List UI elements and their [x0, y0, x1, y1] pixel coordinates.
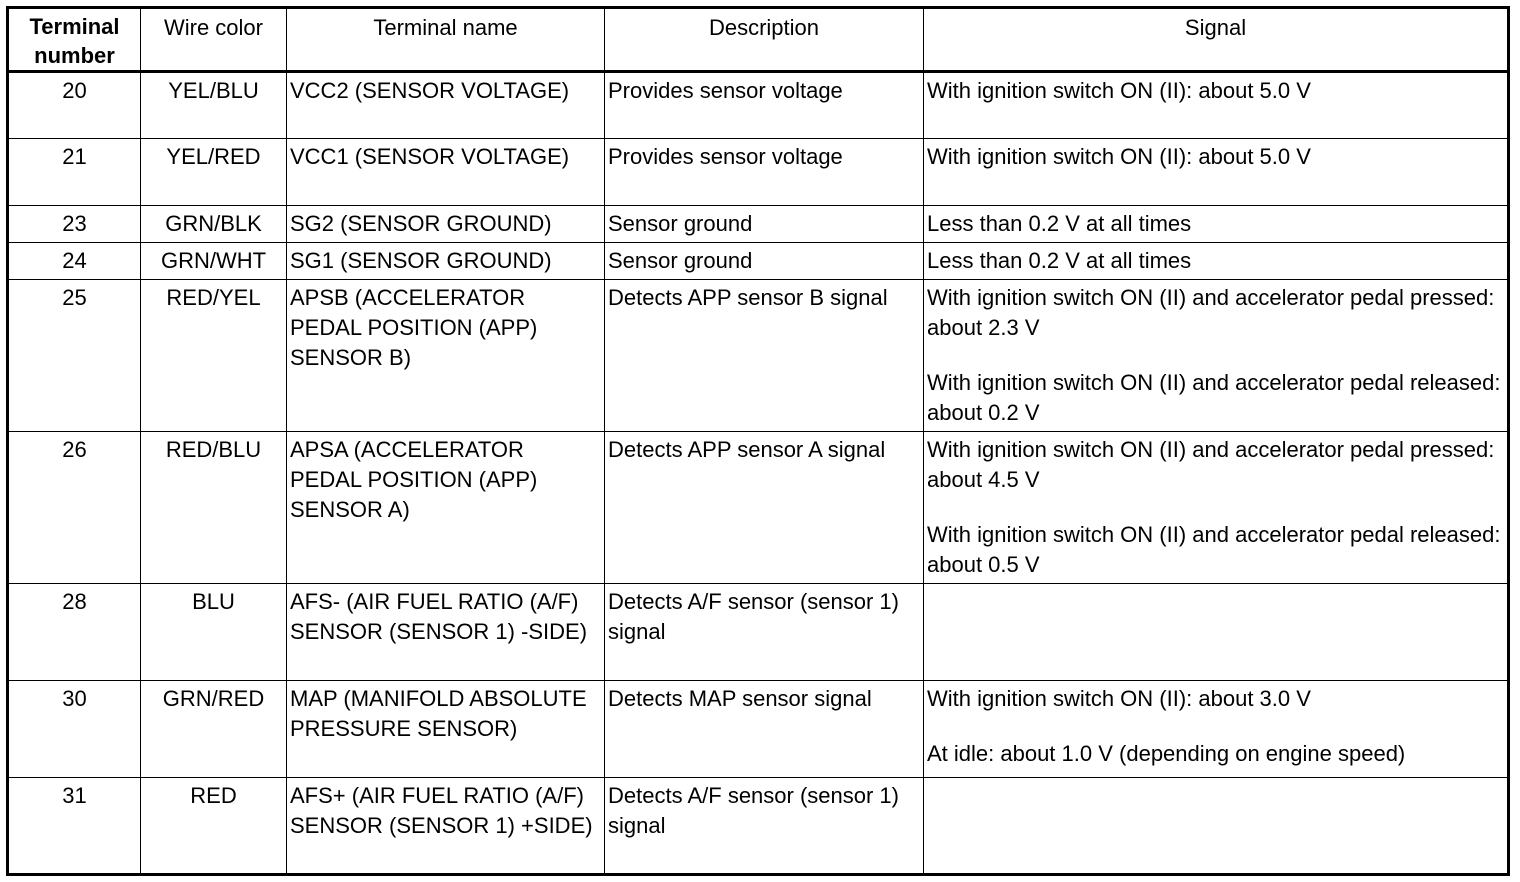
cell-signal [924, 72, 1509, 139]
cell-wire-color: RED/BLU [141, 432, 287, 584]
cell-terminal-number: 20 [8, 72, 141, 139]
cell-terminal-number: 21 [8, 139, 141, 206]
cell-signal [924, 584, 1509, 681]
cell-signal [924, 778, 1509, 875]
table-row [8, 432, 1509, 584]
cell-wire-color: RED [141, 778, 287, 875]
signal-line: Less than 0.2 V at all times [927, 248, 1192, 273]
cell-wire-color: GRN/RED [141, 681, 287, 778]
cell-signal [924, 432, 1509, 584]
cell-terminal-number: 24 [8, 243, 141, 280]
table-row [8, 243, 1509, 280]
header-terminal-name: Terminal name [287, 8, 605, 72]
cell-description: Sensor ground [605, 243, 924, 280]
cell-description: Detects APP sensor B signal [605, 280, 924, 432]
cell-terminal-number: 30 [8, 681, 141, 778]
signal-line: At idle: about 1.0 V (depending on engine speed) [927, 741, 1406, 766]
table-row [8, 139, 1509, 206]
cell-description: Detects A/F sensor (sensor 1) signal [605, 778, 924, 875]
cell-terminal-name: SG2 (SENSOR GROUND) [287, 206, 605, 243]
cell-signal [924, 681, 1509, 778]
signal-line: With ignition switch ON (II): about 3.0 V [927, 686, 1311, 711]
cell-signal [924, 139, 1509, 206]
signal-line: With ignition switch ON (II) and accelerator pedal released: about 0.2 V [927, 370, 1501, 425]
table-header [8, 8, 1509, 72]
cell-terminal-number: 31 [8, 778, 141, 875]
cell-signal [924, 206, 1509, 243]
cell-description: Detects A/F sensor (sensor 1) signal [605, 584, 924, 681]
cell-wire-color: RED/YEL [141, 280, 287, 432]
cell-terminal-number: 28 [8, 584, 141, 681]
cell-wire-color: BLU [141, 584, 287, 681]
header-terminal-number: Terminal number [8, 8, 141, 72]
table-body [8, 72, 1509, 875]
signal-line: With ignition switch ON (II): about 5.0 V [927, 78, 1311, 103]
table-row [8, 681, 1509, 778]
cell-description: Detects MAP sensor signal [605, 681, 924, 778]
cell-terminal-name: APSA (ACCELERATOR PEDAL POSITION (APP) SENSOR A) [287, 432, 605, 584]
cell-signal [924, 243, 1509, 280]
table-row [8, 778, 1509, 875]
cell-description: Provides sensor voltage [605, 139, 924, 206]
cell-wire-color: GRN/WHT [141, 243, 287, 280]
signal-line: With ignition switch ON (II) and accelerator pedal pressed: about 2.3 V [927, 285, 1495, 340]
cell-terminal-name: APSB (ACCELERATOR PEDAL POSITION (APP) SENSOR B) [287, 280, 605, 432]
cell-terminal-number: 23 [8, 206, 141, 243]
header-signal: Signal [924, 8, 1509, 72]
signal-line: With ignition switch ON (II) and accelerator pedal released: about 0.5 V [927, 522, 1501, 577]
cell-terminal-name: SG1 (SENSOR GROUND) [287, 243, 605, 280]
cell-terminal-name: AFS+ (AIR FUEL RATIO (A/F) SENSOR (SENSOR 1) +SIDE) [287, 778, 605, 875]
header-description: Description [605, 8, 924, 72]
table-row [8, 280, 1509, 432]
signal-line: With ignition switch ON (II): about 5.0 V [927, 144, 1311, 169]
signal-line: Less than 0.2 V at all times [927, 211, 1192, 236]
cell-terminal-number: 26 [8, 432, 141, 584]
cell-terminal-name: VCC1 (SENSOR VOLTAGE) [287, 139, 605, 206]
cell-wire-color: YEL/RED [141, 139, 287, 206]
cell-description: Sensor ground [605, 206, 924, 243]
cell-terminal-number: 25 [8, 280, 141, 432]
header-wire-color: Wire color [141, 8, 287, 72]
table-row [8, 584, 1509, 681]
table-row [8, 72, 1509, 139]
signal-line: With ignition switch ON (II) and accelerator pedal pressed: about 4.5 V [927, 437, 1495, 492]
cell-description: Detects APP sensor A signal [605, 432, 924, 584]
table-row [8, 206, 1509, 243]
cell-wire-color: GRN/BLK [141, 206, 287, 243]
cell-description: Provides sensor voltage [605, 72, 924, 139]
cell-terminal-name: MAP (MANIFOLD ABSOLUTE PRESSURE SENSOR) [287, 681, 605, 778]
header-row [8, 8, 1509, 72]
cell-terminal-name: VCC2 (SENSOR VOLTAGE) [287, 72, 605, 139]
cell-wire-color: YEL/BLU [141, 72, 287, 139]
cell-terminal-name: AFS- (AIR FUEL RATIO (A/F) SENSOR (SENSOR 1) -SIDE) [287, 584, 605, 681]
cell-signal [924, 280, 1509, 432]
terminal-table [6, 6, 1510, 876]
